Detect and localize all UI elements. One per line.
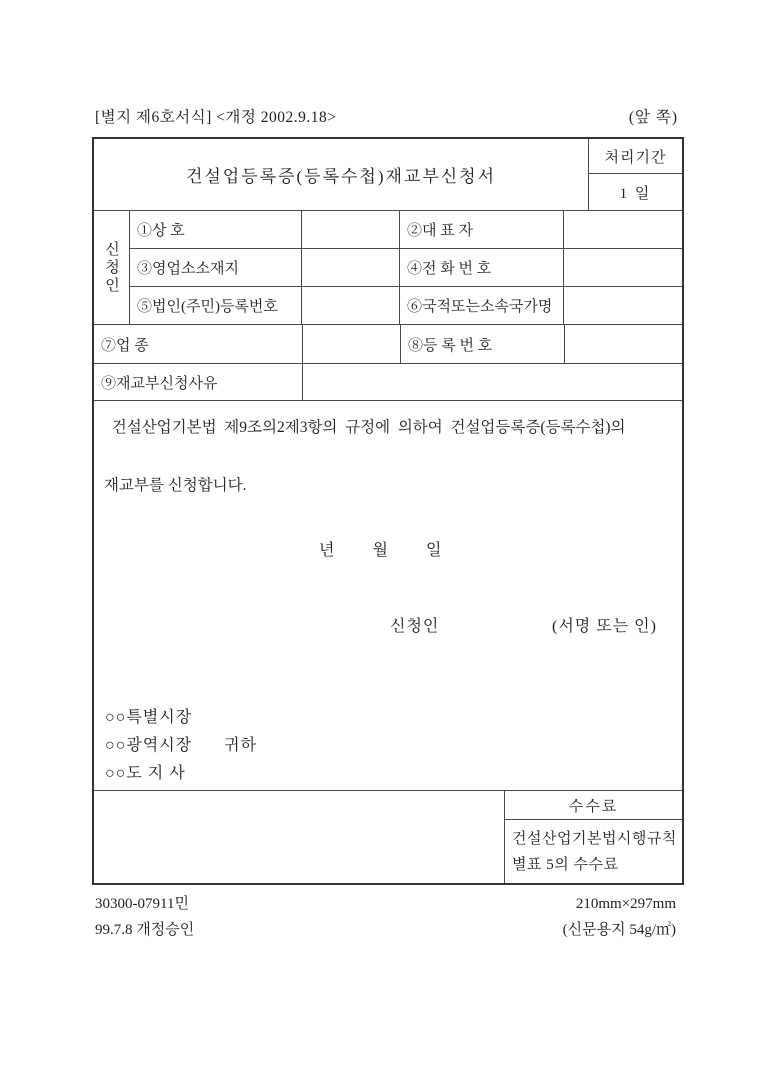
signature-or-seal-note: (서명 또는 인) <box>552 618 657 635</box>
footer-code-line: 30300-07911민 <box>95 896 189 912</box>
field-label-nationality: ⑥국적또는소속국가명 <box>400 287 564 324</box>
field-label-office-address: ③영업소소재지 <box>130 249 302 286</box>
date-year-label: 년 <box>319 542 335 559</box>
footer-paper-spec <box>563 891 676 943</box>
date-month-label: 월 <box>372 542 388 559</box>
form-number-note: [별지 제6호서식] <개정 2002.9.18> <box>95 109 337 126</box>
fee-header: 수수료 <box>505 791 682 820</box>
signer-label: 신청인 <box>390 618 440 635</box>
date-day-label: 일 <box>425 542 442 559</box>
field-value-representative <box>564 211 682 248</box>
field-value-corporate-regno <box>302 287 400 324</box>
addressee-name: ○○광역시장 <box>105 736 193 754</box>
field-label-business-type: ⑦업 종 <box>94 325 303 363</box>
footer-paper-size: 210mm×297mm <box>575 896 676 912</box>
fee-section <box>94 790 682 883</box>
declaration-section <box>94 400 682 790</box>
fee-empty-cell <box>94 791 505 883</box>
field-label-reissue-reason: ⑨재교부신청사유 <box>94 364 303 400</box>
processing-period-value: 1 일 <box>619 185 652 202</box>
field-value-office-address <box>302 249 400 286</box>
addressee-governor <box>105 757 257 785</box>
footer-paper-weight: (신문용지 54g/㎡) <box>562 922 676 938</box>
field-value-company <box>302 211 400 248</box>
fee-content: 건설산업기본법시행규칙 별표 5의 수수료 <box>512 831 677 873</box>
date-line <box>319 537 441 560</box>
field-label-representative: ②대 표 자 <box>400 211 564 248</box>
processing-period-column <box>588 139 682 210</box>
fee-column <box>505 791 682 883</box>
form-title: 건설업등록증(등록수첩)재교부신청서 <box>185 167 497 186</box>
application-form-table <box>92 137 684 885</box>
field-value-phone <box>564 249 682 286</box>
title-row <box>94 139 682 210</box>
field-label-corporate-regno: ⑤법인(주민)등록번호 <box>130 287 302 324</box>
declaration-line1: 건설산업기본법 제9조의2제3항의 규정에 의하여 건설업등록증(등록수첩)의 <box>104 419 626 436</box>
applicant-section <box>94 210 682 324</box>
row-business-type-regno <box>94 324 682 363</box>
applicant-group-label <box>94 211 130 324</box>
declaration-line2: 재교부를 신청합니다. <box>104 477 247 494</box>
addressee-honorific: 귀하 <box>224 736 258 754</box>
addressee-name: ○○특별시장 <box>105 708 193 726</box>
footer-revision-line: 99.7.8 개정승인 <box>95 922 195 938</box>
field-value-registration-number <box>565 325 682 363</box>
field-label-registration-number: ⑧등 록 번 호 <box>401 325 565 363</box>
addressee-special-mayor <box>105 701 257 729</box>
addressee-metropolitan-mayor <box>105 729 257 757</box>
field-value-nationality <box>564 287 682 324</box>
row-company-representative <box>130 211 682 248</box>
processing-period-label: 처리기간 <box>589 139 682 174</box>
front-side-note: (앞 쪽) <box>628 109 678 126</box>
row-reissue-reason <box>94 363 682 400</box>
field-value-business-type <box>303 325 401 363</box>
field-label-company: ①상 호 <box>130 211 302 248</box>
footer-form-code <box>95 891 194 943</box>
field-label-phone: ④전 화 번 호 <box>400 249 564 286</box>
declaration-text <box>104 413 676 500</box>
row-regno-nationality <box>130 286 682 324</box>
addressee-name: ○○도 지 사 <box>105 764 186 782</box>
field-value-reissue-reason <box>303 364 682 400</box>
applicant-group-label-text: 신청인 <box>103 240 119 295</box>
addressee-list <box>105 701 257 785</box>
row-address-phone <box>130 248 682 286</box>
